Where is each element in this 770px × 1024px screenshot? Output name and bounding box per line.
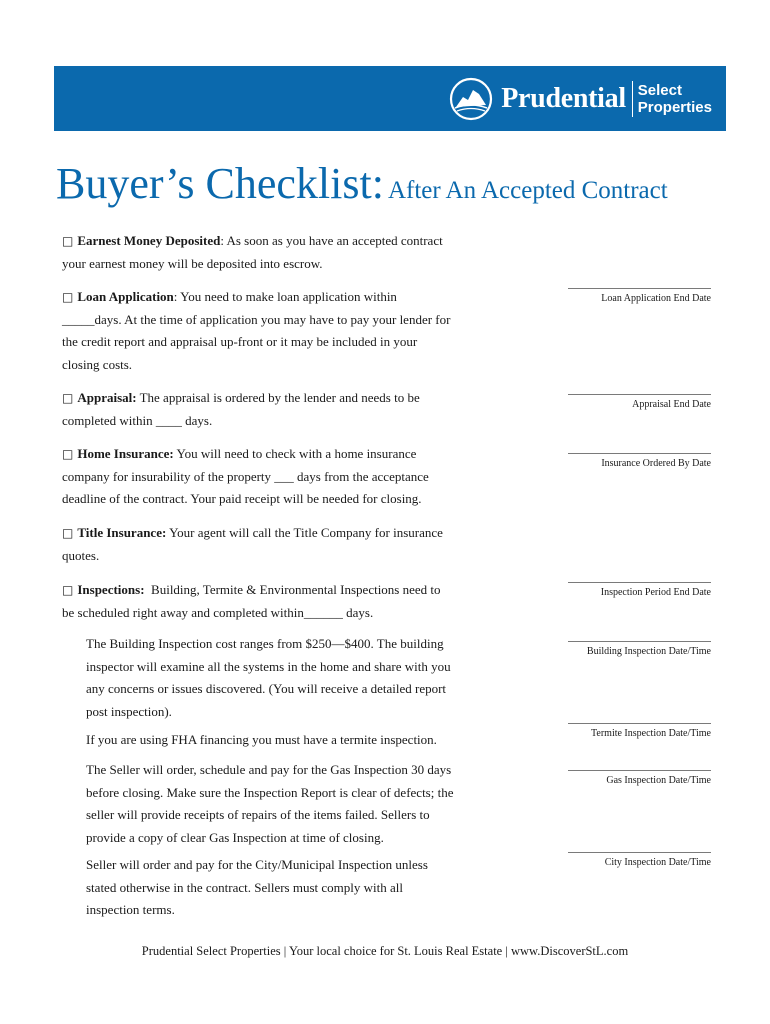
gas-line-3: seller will provide receipts of repairs of the items failed. Sellers to — [86, 807, 430, 822]
title-insurance-line-1 — [62, 522, 492, 545]
insurance-ordered-by-date-field[interactable] — [568, 453, 711, 469]
city-line-2: stated otherwise in the contract. Sellers must comply with all — [86, 879, 403, 895]
inspections-text: Building, Termite & Environmental Inspections need to — [144, 582, 441, 597]
city-inspection-datetime-field[interactable] — [568, 852, 711, 868]
building-line-3: any concerns or issues discovered. (You will receive a detailed report — [86, 681, 447, 696]
termite-line-1: If you are using FHA financing you must have a termite inspection. — [86, 732, 437, 747]
date-field-label: Insurance Ordered By Date — [601, 458, 711, 469]
gas-line-1: The Seller will order, schedule and pay for the Gas Inspection 30 days — [86, 762, 452, 777]
inspections-item — [62, 579, 492, 624]
earnest-text: : As soon as you have an accepted contract — [220, 233, 443, 248]
loan-line-3: the credit report and appraisal up-front or it may be included in your — [62, 334, 418, 349]
loan-heading: Loan Application — [77, 289, 174, 304]
logo-name: Prudential — [501, 83, 626, 114]
appraisal-heading: Appraisal: — [77, 390, 137, 405]
date-field-line — [568, 770, 711, 771]
building-inspection-datetime-field[interactable] — [568, 641, 711, 657]
title-insurance-text: Your agent will call the Title Company for insurance — [166, 525, 443, 540]
prudential-logo — [449, 74, 712, 124]
appraisal-line-2: completed within ____ days. — [62, 412, 213, 428]
date-field-line — [568, 723, 711, 724]
date-field-line — [568, 582, 711, 583]
date-field-label: Gas Inspection Date/Time — [606, 775, 711, 786]
page-title — [56, 158, 668, 209]
title-insurance-line-2: quotes. — [62, 547, 100, 563]
logo-subtitle — [638, 82, 712, 116]
logo-sub-properties: Properties — [637, 99, 712, 116]
loan-application-item — [62, 286, 492, 376]
date-field-line — [568, 288, 711, 289]
date-field-line — [568, 453, 711, 454]
date-field-line — [568, 852, 711, 853]
appraisal-end-date-field[interactable] — [568, 394, 711, 410]
earnest-line-2: your earnest money will be deposited into escrow. — [62, 255, 323, 271]
title-main: Buyer’s Checklist: — [56, 159, 384, 208]
home-insurance-item — [62, 443, 492, 511]
appraisal-text: The appraisal is ordered by the lender and needs to be — [136, 390, 420, 405]
date-field-label: Inspection Period End Date — [600, 587, 711, 598]
building-line-4: post inspection). — [86, 703, 172, 719]
date-field-label: Termite Inspection Date/Time — [590, 728, 711, 739]
loan-line-2: _____days. At the time of application you may have to pay your lender for — [62, 311, 451, 327]
date-field-label: City Inspection Date/Time — [604, 857, 711, 868]
logo-divider — [632, 81, 633, 117]
checkbox-icon[interactable]: □ — [62, 391, 74, 405]
date-field-line — [568, 641, 711, 642]
date-field-label: Building Inspection Date/Time — [586, 646, 711, 657]
appraisal-item — [62, 387, 492, 432]
title-insurance-heading: Title Insurance: — [77, 525, 167, 540]
earnest-money-item — [62, 230, 492, 275]
home-insurance-line-2: company for insurability of the property ___ days from the acceptance — [62, 468, 429, 484]
date-field-line — [568, 394, 711, 395]
inspections-line-2: be scheduled right away and completed within______ days. — [62, 604, 374, 620]
building-line-2: inspector will examine all the systems in the home and share with you — [86, 658, 451, 674]
home-insurance-line-3: deadline of the contract. Your paid receipt will be needed for closing. — [62, 491, 422, 506]
gas-inspection-datetime-field[interactable] — [568, 770, 711, 786]
checkbox-icon[interactable]: □ — [62, 290, 74, 304]
loan-line-4: closing costs. — [62, 356, 133, 372]
building-line-1: The Building Inspection cost ranges from $250—$400. The building — [86, 636, 444, 651]
page-footer: Prudential Select Properties | Your local choice for St. Louis Real Estate | www.DiscoverStL.com — [141, 944, 629, 958]
inspection-period-end-date-field[interactable] — [568, 582, 711, 598]
gas-line-4: provide a copy of clear Gas Inspection at time of closing. — [86, 829, 384, 845]
home-insurance-heading: Home Insurance: — [77, 446, 174, 461]
city-line-3: inspection terms. — [86, 902, 175, 917]
checkbox-icon[interactable]: □ — [62, 234, 74, 248]
earnest-line-1 — [62, 230, 492, 253]
header-banner — [54, 66, 726, 131]
checkbox-icon[interactable]: □ — [62, 526, 74, 540]
loan-application-end-date-field[interactable] — [568, 288, 711, 304]
inspections-line-1 — [62, 579, 492, 602]
building-inspection-paragraph — [86, 633, 486, 723]
date-field-label: Appraisal End Date — [632, 399, 711, 410]
gas-line-2: before closing. Make sure the Inspection Report is clear of defects; the — [86, 784, 454, 800]
termite-inspection-paragraph — [86, 729, 486, 752]
logo-sub-select: Select — [637, 82, 682, 99]
loan-text: : You need to make loan application within — [173, 289, 397, 304]
gas-inspection-paragraph — [86, 759, 486, 849]
checkbox-icon[interactable]: □ — [62, 583, 74, 597]
title-insurance-item — [62, 522, 492, 567]
checkbox-icon[interactable]: □ — [62, 447, 74, 461]
home-insurance-line-1 — [62, 443, 492, 466]
title-subtitle: After An Accepted Contract — [387, 177, 668, 204]
date-field-label: Loan Application End Date — [601, 293, 711, 304]
rock-of-gibraltar-icon — [449, 77, 493, 121]
appraisal-line-1 — [62, 387, 492, 410]
loan-line-1 — [62, 286, 492, 309]
termite-inspection-datetime-field[interactable] — [568, 723, 711, 739]
city-inspection-paragraph — [86, 854, 486, 922]
home-insurance-text: You will need to check with a home insurance — [173, 446, 417, 461]
inspections-heading: Inspections: — [77, 582, 145, 597]
city-line-1: Seller will order and pay for the City/Municipal Inspection unless — [86, 857, 428, 872]
earnest-heading: Earnest Money Deposited — [77, 233, 221, 248]
